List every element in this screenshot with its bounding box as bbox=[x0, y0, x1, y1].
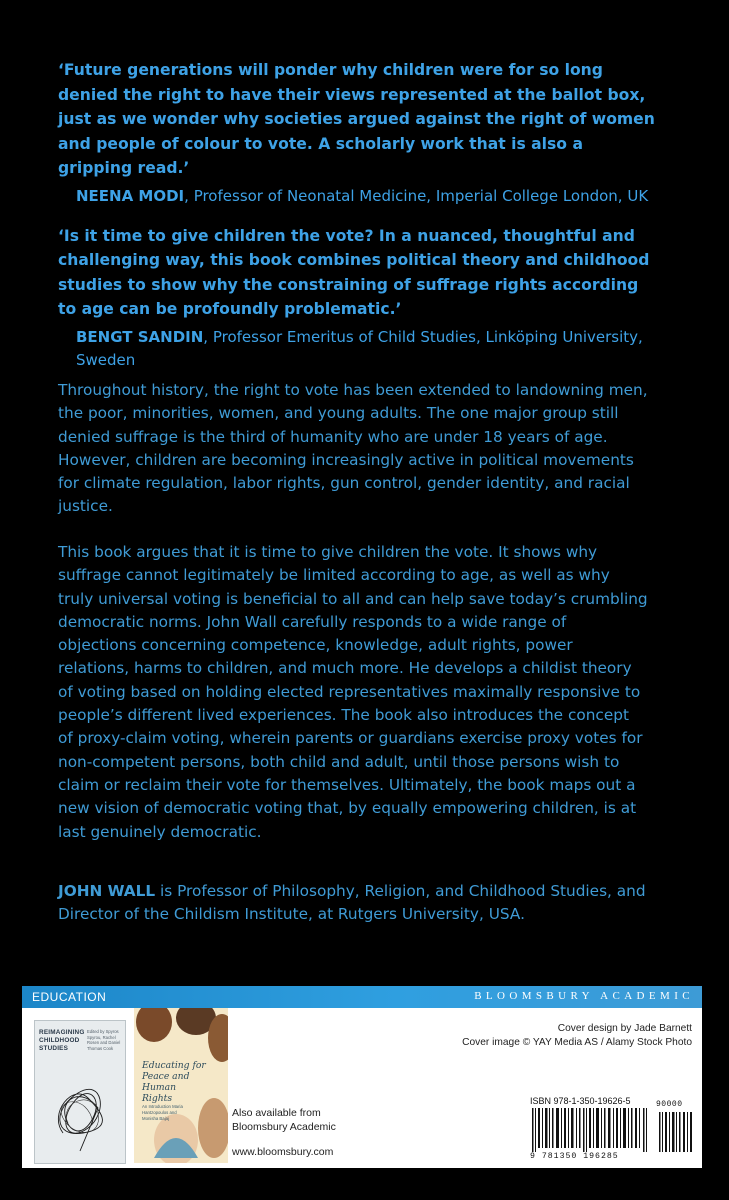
endorser-role: , Professor Emeritus of Child Studies, Linköping University, Sweden bbox=[76, 327, 643, 369]
cover-image-credit: Cover image © YAY Media AS / Alamy Stock Photo bbox=[462, 1036, 692, 1048]
endorsement-quote: ‘Future generations will ponder why children were for so long denied the right to have their views represented at the ballot box, just as we wonder why societies argued against the right of women and people of colour to vote. A scholarly work that is also a gripping read.’ bbox=[58, 61, 655, 177]
isbn: ISBN 978-1-350-19626-5 bbox=[530, 1096, 631, 1106]
description-paragraph-1: Throughout history, the right to vote has been extended to landowning men, the poor, minorities, women, and young adults. The one major group still denied suffrage is the third of humanity who are under 18 years of age. However, children are becoming increasingly active in political movements for climate regulation, labor rights, gun control, gender identity, and racial justice. bbox=[58, 381, 648, 516]
related-book-title: REIMAGINING CHILDHOOD STUDIES bbox=[39, 1029, 85, 1052]
endorsement-1 bbox=[58, 58, 658, 208]
author-bio bbox=[58, 880, 648, 927]
endorser-role: , Professor of Neonatal Medicine, Imperial College London, UK bbox=[184, 186, 649, 205]
related-book-subtitle: An Introduction Maria Hantzopoulos and Monisha Bajaj bbox=[142, 1104, 183, 1121]
description-paragraph-2: This book argues that it is time to give children the vote. It shows why suffrage cannot legitimately be limited according to age, as well as why truly universal voting is beneficial to all and can help save today’s crumbling democratic norms. John Wall carefully responds to a wide range of objections concerning competence, knowledge, adult rights, power relations, harms to children, and much more. He develops a childist theory of voting based on holding elected representatives maximally responsive to people’s different lived experiences. The book also introduces the concept of proxy-claim voting, wherein parents or guardians exercise proxy votes for non-competent persons, both child and adult, until those persons wish to claim or reclaim their vote for themselves. Ultimately, the book maps out a new vision of democratic voting that, by equally empowering children, is at last genuinely democratic. bbox=[58, 543, 648, 841]
category-label: EDUCATION bbox=[32, 990, 107, 1004]
also-available bbox=[232, 1106, 336, 1134]
publisher-logo: BLOOMSBURY ACADEMIC bbox=[474, 990, 694, 1002]
endorsement-quote: ‘Is it time to give children the vote? In a nuanced, thoughtful and challenging way, this book combines political theory and childhood studies to show why the constraining of suffrage rights according to age can be profoundly problematic.’ bbox=[58, 226, 650, 318]
endorsement-2 bbox=[58, 224, 658, 372]
related-book-title: Educating for Peace and Human Rights bbox=[142, 1060, 206, 1104]
endorsement-attribution bbox=[76, 326, 658, 372]
cover-credits bbox=[462, 1022, 692, 1049]
endorser-name: NEENA MODI bbox=[76, 186, 185, 205]
author-bio-text: is Professor of Philosophy, Religion, and Childhood Studies, and Director of the Childism Institute, at Rutgers University, USA. bbox=[58, 882, 646, 924]
barcode-digits: 9 781350 196285 bbox=[530, 1152, 619, 1161]
related-book-cover-1 bbox=[34, 1020, 126, 1164]
back-cover-footer bbox=[22, 1008, 702, 1168]
related-book-cover-2 bbox=[134, 1008, 228, 1163]
category-band bbox=[22, 986, 702, 1008]
price-code: 90000 bbox=[656, 1100, 683, 1109]
publisher-website[interactable]: www.bloomsbury.com bbox=[232, 1146, 334, 1158]
endorser-name: BENGT SANDIN bbox=[76, 327, 204, 346]
endorsements bbox=[58, 58, 658, 372]
endorsement-attribution bbox=[76, 185, 658, 208]
isbn-barcode bbox=[530, 1108, 652, 1152]
related-book-authors: Edited by Spyros Spyrou, Rachel Rosen and Daniel Thomas Cook bbox=[87, 1029, 121, 1051]
also-available-line-2: Bloomsbury Academic bbox=[232, 1121, 336, 1133]
also-available-line-1: Also available from bbox=[232, 1107, 321, 1119]
addon-barcode bbox=[658, 1112, 694, 1152]
cover-design-credit: Cover design by Jade Barnett bbox=[557, 1023, 692, 1034]
scribble-illustration bbox=[43, 1073, 117, 1153]
author-name: JOHN WALL bbox=[58, 882, 156, 900]
